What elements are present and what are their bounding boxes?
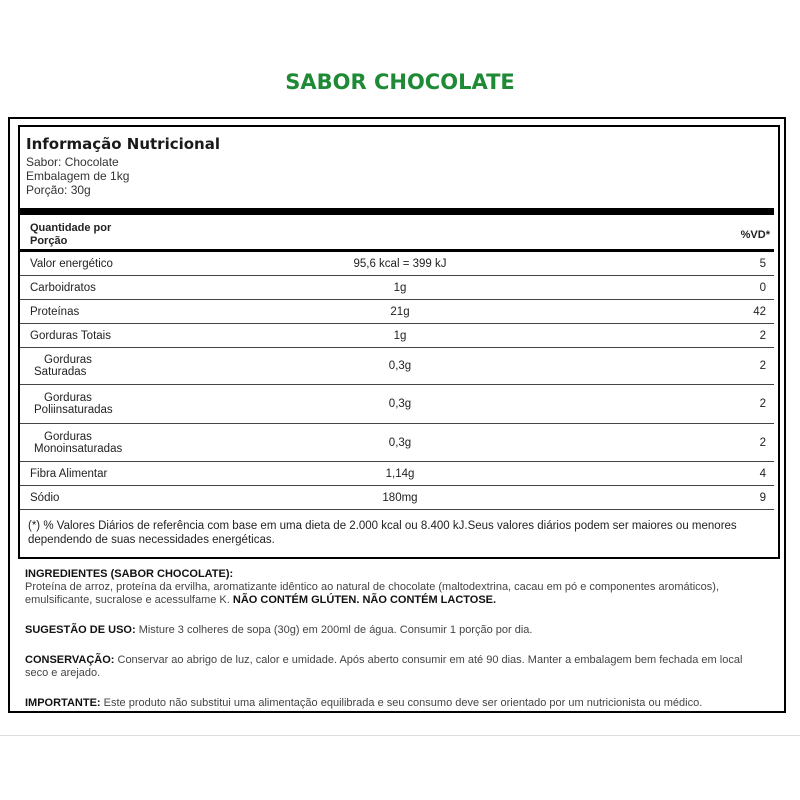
page-title: SABOR CHOCOLATE xyxy=(285,70,515,94)
important-text: Este produto não substitui uma alimentação equilibrada e seu consumo deve ser orientado por um nutricionista ou médico. xyxy=(103,697,703,709)
nutrient-amount: 180mg xyxy=(382,491,418,504)
usage-text: Misture 3 colheres de sopa (30g) em 200ml de água. Consumir 1 porção por dia. xyxy=(138,624,533,636)
usage-section xyxy=(25,624,765,637)
nutrient-name: Fibra Alimentar xyxy=(30,467,108,480)
nutrient-amount: 1g xyxy=(393,329,407,342)
flavor-text: Sabor: Chocolate xyxy=(26,155,119,169)
product-info xyxy=(25,568,765,727)
nutrient-vd: 2 xyxy=(759,398,766,410)
nutrient-row xyxy=(20,462,774,486)
nutrient-vd: 0 xyxy=(759,281,766,294)
storage-label: CONSERVAÇÃO: xyxy=(25,654,115,666)
nutrient-row xyxy=(20,486,774,510)
nutrient-name xyxy=(34,385,113,423)
panel-title: Informação Nutricional xyxy=(26,135,221,153)
nutrient-name: Valor energético xyxy=(30,257,113,270)
ingredients-section xyxy=(25,568,765,607)
package-text: Embalagem de 1kg xyxy=(26,169,130,183)
nutrient-vd: 4 xyxy=(759,467,766,480)
ingredients-warning: NÃO CONTÉM GLÚTEN. NÃO CONTÉM LACTOSE. xyxy=(232,594,497,606)
nutrient-row xyxy=(20,324,774,348)
nutrient-name-line1: Gorduras xyxy=(44,392,92,404)
nutrient-name: Gorduras Totais xyxy=(30,329,111,342)
nutrient-amount: 0,3g xyxy=(388,436,412,449)
nutrient-amount: 1,14g xyxy=(385,467,415,480)
nutrient-name-line2: Poliinsaturadas xyxy=(34,404,113,416)
important-label: IMPORTANTE: xyxy=(25,697,101,709)
nutrient-vd: 2 xyxy=(759,436,766,449)
header-vd: %VD* xyxy=(740,229,770,241)
nutrient-vd: 42 xyxy=(753,305,766,318)
panel-header xyxy=(26,135,220,197)
ingredients-label: INGREDIENTES (SABOR CHOCOLATE): xyxy=(25,568,234,580)
nutrient-vd: 2 xyxy=(759,360,766,372)
nutrient-name-line2: Monoinsaturadas xyxy=(34,442,123,455)
ingredients-text: Proteína de arroz, proteína da ervilha, aromatizante idêntico ao natural de chocolate (maltodextrina, cacau em pó e componentes aromáticos), emulsificante, sucralose e acessulfame K. xyxy=(25,581,719,606)
nutrient-vd: 2 xyxy=(759,329,766,342)
nutrient-name-line1: Gorduras xyxy=(44,354,92,366)
bottom-divider xyxy=(0,735,800,736)
nutrient-name-line2: Saturadas xyxy=(34,366,87,378)
nutrient-row xyxy=(20,276,774,300)
nutrient-row xyxy=(20,348,774,385)
important-section xyxy=(25,697,765,710)
usage-label: SUGESTÃO DE USO: xyxy=(25,624,136,636)
nutrient-row xyxy=(20,252,774,276)
nutrient-row xyxy=(20,300,774,324)
header-quantity-line2: Porção xyxy=(30,235,68,247)
nutrient-vd: 9 xyxy=(759,491,766,504)
nutrient-amount: 21g xyxy=(390,305,410,318)
storage-section xyxy=(25,654,765,680)
footnote: (*) % Valores Diários de referência com base em uma dieta de 2.000 kcal ou 8.400 kJ.Seus valores diários podem ser maiores ou menores dependendo de suas necessidades energéticas. xyxy=(28,520,737,546)
nutrient-name: Sódio xyxy=(30,491,60,504)
nutrient-name xyxy=(34,424,122,461)
nutrient-name: Proteínas xyxy=(30,305,80,318)
portion-text: Porção: 30g xyxy=(26,183,91,197)
nutrient-row xyxy=(20,385,774,424)
nutrient-amount: 0,3g xyxy=(388,398,412,410)
nutrient-amount: 0,3g xyxy=(388,360,412,372)
header-quantity xyxy=(30,222,111,248)
nutrient-vd: 5 xyxy=(759,257,766,270)
nutrition-facts-panel xyxy=(18,125,780,559)
nutrient-name-line1: Gorduras xyxy=(44,430,92,443)
nutrient-amount: 1g xyxy=(393,281,407,294)
nutrient-row xyxy=(20,424,774,462)
thick-divider xyxy=(20,208,774,215)
nutrient-name xyxy=(34,348,92,384)
nutrient-name: Carboidratos xyxy=(30,281,96,294)
header-quantity-line1: Quantidade por xyxy=(30,222,112,234)
storage-text: Conservar ao abrigo de luz, calor e umidade. Após aberto consumir em até 90 dias. Manter a embalagem bem fechada em local seco e arejado. xyxy=(25,654,743,679)
nutrient-amount: 95,6 kcal = 399 kJ xyxy=(353,257,447,270)
